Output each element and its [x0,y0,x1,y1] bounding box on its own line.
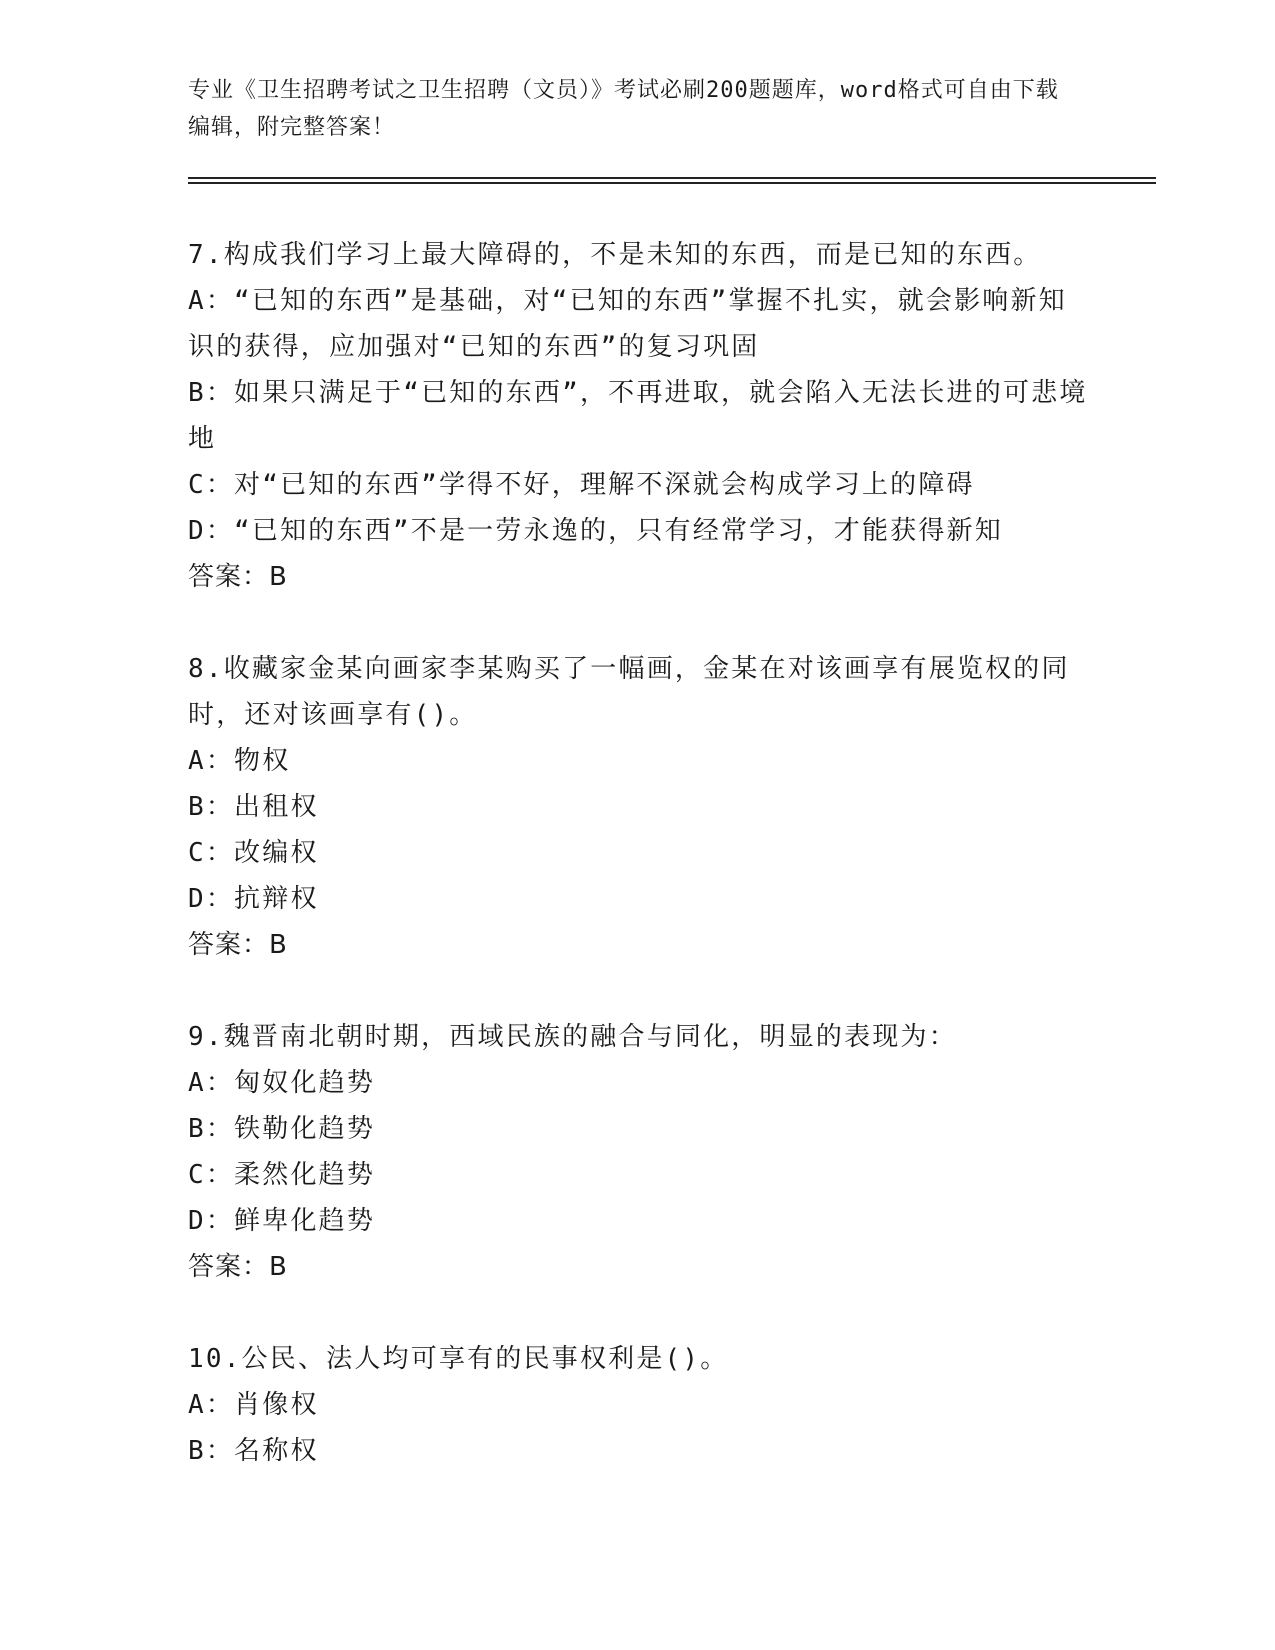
question-stem: 7.构成我们学习上最大障碍的，不是未知的东西，而是已知的东西。 [188,240,1042,270]
header-divider-thin [188,182,1156,184]
document-header: 专业《卫生招聘考试之卫生招聘（文员）》考试必刷200题题库，word格式可自由下载编辑，附完整答案！ [188,78,1059,140]
question-7 [188,232,1088,600]
option-b: B：如果只满足于“已知的东西”，不再进取，就会陷入无法长进的可悲境地 [188,378,1088,454]
header-divider [188,177,1156,179]
question-stem: 8.收藏家金某向画家李某购买了一幅画，金某在对该画享有展览权的同时，还对该画享有()。 [188,654,1070,730]
option-c: C：改编权 [188,838,319,868]
option-d: D：“已知的东西”不是一劳永逸的，只有经常学习，才能获得新知 [188,516,1003,546]
question-stem: 9.魏晋南北朝时期，西域民族的融合与同化，明显的表现为： [188,1022,957,1052]
question-list [188,232,1088,1520]
question-8 [188,646,1088,968]
option-b: B：名称权 [188,1436,319,1466]
option-a: A：“已知的东西”是基础，对“已知的东西”掌握不扎实，就会影响新知识的获得，应加强对“已知的东西”的复习巩固 [188,286,1067,362]
answer: 答案：B [188,562,288,592]
option-d: D：抗辩权 [188,884,319,914]
answer: 答案：B [188,930,288,960]
option-c: C：对“已知的东西”学得不好，理解不深就会构成学习上的障碍 [188,470,975,500]
option-b: B：铁勒化趋势 [188,1114,376,1144]
answer: 答案：B [188,1252,288,1282]
option-d: D：鲜卑化趋势 [188,1206,376,1236]
option-a: A：匈奴化趋势 [188,1068,376,1098]
question-stem: 10.公民、法人均可享有的民事权利是()。 [188,1344,729,1374]
question-9 [188,1014,1088,1290]
question-10 [188,1336,1088,1474]
option-a: A：肖像权 [188,1390,319,1420]
option-c: C：柔然化趋势 [188,1160,376,1190]
option-a: A：物权 [188,746,291,776]
option-b: B：出租权 [188,792,319,822]
